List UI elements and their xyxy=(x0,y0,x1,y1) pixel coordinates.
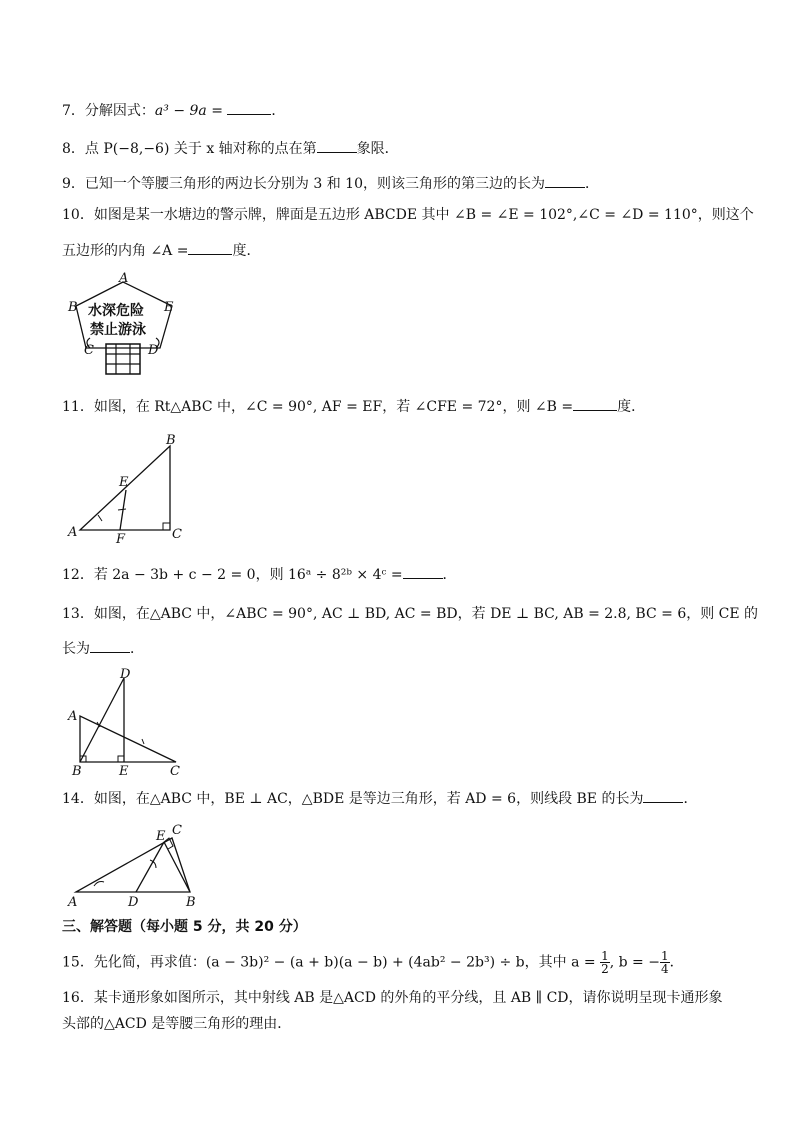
label-E: E xyxy=(119,764,129,778)
figure-10-warning-sign xyxy=(66,270,186,382)
sign-text-line2: 禁止游泳 xyxy=(90,322,146,338)
question-8: 8．点 P(−8,−6) 关于 x 轴对称的点在第 象限． xyxy=(62,138,399,159)
answer-blank[interactable] xyxy=(317,138,357,153)
label-B: B xyxy=(166,433,176,448)
label-B: B xyxy=(68,300,78,315)
figure-13-triangle xyxy=(64,666,194,778)
figure-14-triangle xyxy=(66,818,206,910)
label-B: B xyxy=(72,764,82,778)
answer-blank[interactable] xyxy=(188,240,232,255)
segment-BE xyxy=(164,842,190,892)
answer-blank[interactable] xyxy=(403,564,443,579)
label-D: D xyxy=(120,667,131,682)
label-A: A xyxy=(119,271,129,286)
label-E: E xyxy=(164,300,174,315)
question-13-line1: 13．如图，在△ABC 中，∠ABC = 90°, AC ⊥ BD, AC = BD，若 DE ⊥ BC, AB = 2.8, BC = 6，则 CE 的 xyxy=(62,606,759,622)
figure-11-triangle xyxy=(66,432,196,544)
question-7: 7．分解因式：a³ − 9a = ． xyxy=(62,100,285,121)
label-F: F xyxy=(116,532,126,544)
answer-blank[interactable] xyxy=(227,100,271,115)
label-C: C xyxy=(172,823,182,838)
question-10-line2: 五边形的内角 ∠A = 度． xyxy=(62,240,260,261)
question-9: 9．已知一个等腰三角形的两边长分别为 3 和 10，则该三角形的第三边的长为 ． xyxy=(62,173,599,194)
question-15: 15．先化简，再求值：(a − 3b)² − (a + b)(a − b) + (4ab² − 2b³) ÷ b，其中 a = $\frac{1}{2}$ , b = − $\frac{1}{4}$ ． xyxy=(62,949,684,976)
question-11: 11．如图，在 Rt△ABC 中，∠C = 90°, AF = EF，若 ∠CFE = 72°，则 ∠B = 度． xyxy=(62,396,645,417)
question-14: 14．如图，在△ABC 中，BE ⊥ AC，△BDE 是等边三角形，若 AD = 6，则线段 BE 的长为 ． xyxy=(62,788,697,809)
label-E: E xyxy=(156,829,166,844)
question-16-line2: 头部的△ACD 是等腰三角形的理由． xyxy=(62,1016,292,1032)
label-A: A xyxy=(68,895,78,910)
label-C: C xyxy=(170,764,180,778)
answer-blank[interactable] xyxy=(573,396,617,411)
question-10-line1: 10．如图是某一水塘边的警示牌，牌面是五边形 ABCDE 其中 ∠B = ∠E = 102°,∠C = ∠D = 110°，则这个 xyxy=(62,207,754,223)
question-13-line2: 长为 ． xyxy=(62,638,144,659)
label-A: A xyxy=(68,709,78,724)
label-E: E xyxy=(119,475,129,490)
label-C: C xyxy=(84,343,94,358)
label-D: D xyxy=(148,343,159,358)
label-C: C xyxy=(172,527,182,542)
segment-BD xyxy=(80,678,124,762)
label-D: D xyxy=(128,895,139,910)
segment-DE xyxy=(136,842,164,892)
question-16-line1: 16．某卡通形象如图所示，其中射线 AB 是△ACD 的外角的平分线，且 AB ∥ CD，请你说明呈现卡通形象 xyxy=(62,990,723,1006)
fraction-a: $\frac{1}{2}$ xyxy=(601,949,609,976)
triangle-ABC xyxy=(80,716,176,762)
label-A: A xyxy=(68,525,78,540)
fraction-b: $\frac{1}{4}$ xyxy=(660,949,669,976)
answer-blank[interactable] xyxy=(545,173,585,188)
sign-text-line1: 水深危险 xyxy=(88,303,144,319)
answer-blank[interactable] xyxy=(643,788,683,803)
question-12: 12．若 2a − 3b + c − 2 = 0，则 16ᵃ ÷ 8²ᵇ × 4ᶜ = ． xyxy=(62,564,457,585)
answer-blank[interactable] xyxy=(90,638,130,653)
label-B: B xyxy=(186,895,196,910)
section-3-heading: 三、解答题（每小题 5 分，共 20 分） xyxy=(62,919,307,935)
